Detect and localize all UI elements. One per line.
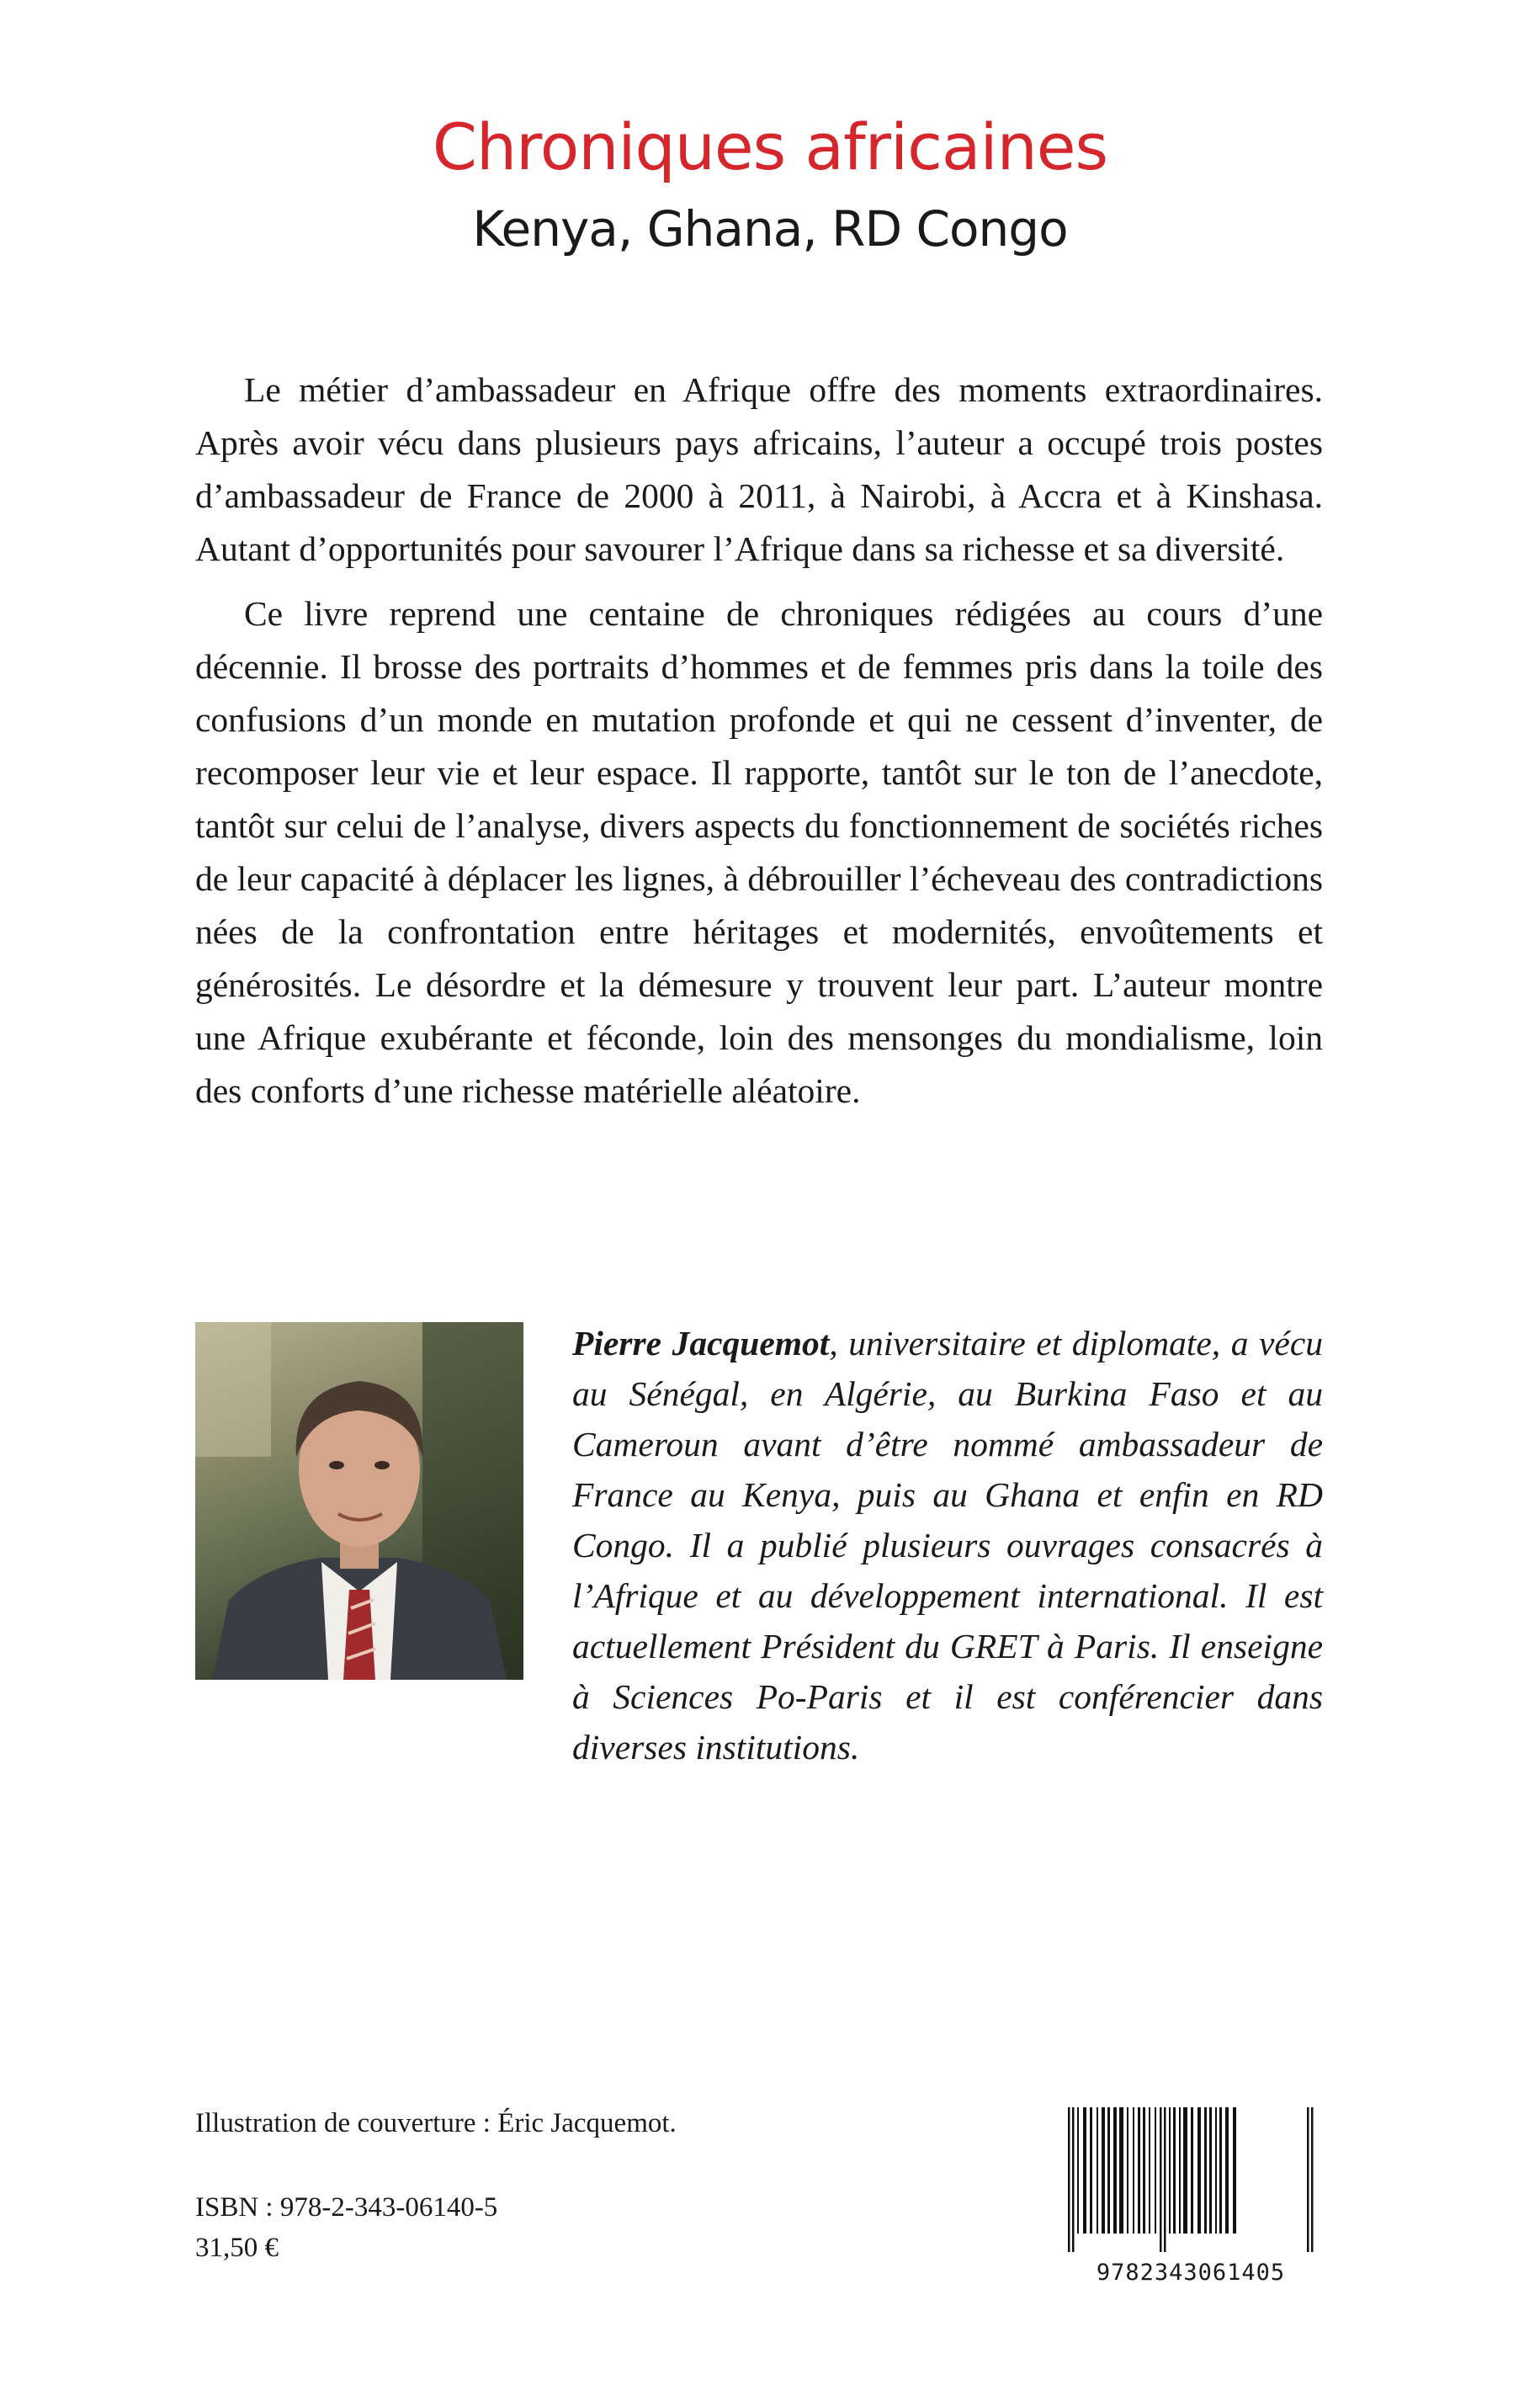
barcode-bar — [1102, 2107, 1105, 2234]
barcode-bar — [1138, 2107, 1140, 2234]
barcode-bar — [1311, 2107, 1314, 2252]
barcode-bar — [1077, 2107, 1079, 2234]
book-subtitle: Kenya, Ghana, RD Congo — [472, 200, 1068, 258]
barcode-bar — [1090, 2107, 1092, 2234]
barcode-bar — [1068, 2107, 1070, 2252]
barcode-bar — [1191, 2107, 1193, 2234]
barcode-bar — [1179, 2107, 1181, 2234]
barcode-bar — [1173, 2107, 1176, 2234]
barcode-bar — [1107, 2107, 1110, 2234]
barcode-bar — [1215, 2107, 1217, 2234]
barcode-bar — [1119, 2107, 1123, 2234]
barcode-bar — [1233, 2107, 1236, 2234]
summary-paragraph: Ce livre reprend une centaine de chroniques rédigées au cours d’une décennie. Il brosse des portraits d’hommes et de femmes pris dans la toile des confusions d’un monde en mutation profonde et qui ne cessent d’inventer, de recomposer leur vie et leur espace. Il rapporte, tantôt sur le ton de l’anecdote, tantôt sur celui de l’analyse, divers aspects du fonctionnement de sociétés riches de leur capacité à déplacer les lignes, à débrouiller l’écheveau des contradictions nées de la confrontation entre héritages et modernités, envoûtements et générosités. Le désordre et la démesure y trouvent leur part. L’auteur montre une Afrique exubérante et féconde, loin des mensonges du mondialisme, loin des conforts d’une richesse matérielle aléatoire. — [195, 594, 1323, 1110]
price: 31,50 € — [195, 2233, 279, 2263]
barcode-bar — [1149, 2107, 1150, 2234]
barcode-bar — [1143, 2107, 1145, 2234]
barcode-bars — [1056, 2104, 1325, 2255]
barcode-bar — [1225, 2107, 1229, 2234]
author-photo — [195, 1322, 523, 1680]
barcode-bar — [1072, 2107, 1075, 2252]
barcode-bar — [1169, 2107, 1171, 2234]
barcode-bar — [1083, 2107, 1086, 2234]
author-name: Pierre Jacquemot — [572, 1324, 830, 1362]
barcode-bar — [1127, 2107, 1128, 2234]
barcode-bar — [1197, 2107, 1201, 2234]
barcode-bar — [1133, 2107, 1134, 2234]
barcode-bar — [1183, 2107, 1187, 2234]
book-title: Chroniques africaines — [432, 109, 1108, 184]
barcode-bar — [1219, 2107, 1222, 2234]
author-bio-text: , universitaire et diplomate, a vécu au Sénégal, en Algérie, au Burkina Faso et au Cameroun avant d’être nommé ambassadeur de France au Kenya, puis au Ghana et enfin en RD Congo. Il a publié plusieurs ouvrages consacrés à l’Afrique et au développement international. Il est actuellement Président du GRET à Paris. Il enseigne à Sciences Po-Paris et il est conférencier dans diverses institutions. — [572, 1324, 1323, 1766]
barcode-bar — [1164, 2107, 1166, 2252]
isbn: ISBN : 978-2-343-06140-5 — [195, 2192, 498, 2223]
cover-illustration-credit: Illustration de couverture : Éric Jacquemot. — [195, 2108, 677, 2138]
barcode-bar — [1307, 2107, 1309, 2252]
barcode-bar — [1160, 2107, 1162, 2252]
barcode-digits: 9782343061405 — [1096, 2260, 1286, 2286]
barcode-bar — [1204, 2107, 1207, 2234]
barcode-bar — [1209, 2107, 1212, 2234]
barcode-bar — [1097, 2107, 1098, 2234]
barcode-bar — [1113, 2107, 1117, 2234]
summary-paragraph: Le métier d’ambassadeur en Afrique offre des moments extraordinaires. Après avoir vécu dans plusieurs pays africains, l’auteur a occupé trois postes d’ambassadeur de France de 2000 à 2011, à Nairobi, à Accra et à Kinshasa. Autant d’opportunités pour savourer l’Afrique dans sa richesse et sa diversité. — [195, 370, 1323, 568]
summary-text — [195, 364, 1323, 1129]
barcode — [1056, 2104, 1325, 2286]
author-bio — [572, 1318, 1323, 1772]
barcode-bar — [1155, 2107, 1156, 2234]
